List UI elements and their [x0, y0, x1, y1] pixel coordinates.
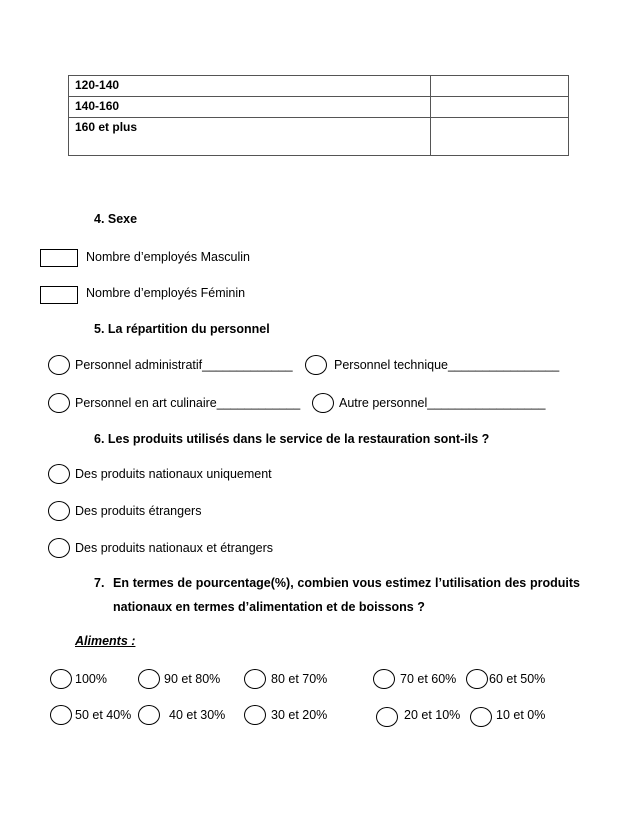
pct-radio[interactable] [50, 669, 72, 689]
nationaux-radio[interactable] [48, 464, 70, 484]
table-cell-input[interactable] [431, 76, 569, 97]
masculin-checkbox[interactable] [40, 249, 78, 267]
pct-radio[interactable] [244, 669, 266, 689]
etrangers-label: Des produits étrangers [75, 504, 202, 518]
masculin-label: Nombre d’employés Masculin [86, 250, 250, 264]
feminin-label: Nombre d’employés Féminin [86, 286, 246, 300]
autre-radio[interactable] [312, 393, 334, 413]
pct-radio[interactable] [466, 669, 488, 689]
pct-radio[interactable] [50, 705, 72, 725]
admin-radio[interactable] [48, 355, 70, 375]
admin-label: Personnel administratif_____________ [75, 358, 293, 372]
question-7-line1: En termes de pourcentage(%), combien vous estimez l’utilisation des produits [113, 576, 580, 590]
table-row [69, 118, 569, 156]
table-cell-input[interactable] [431, 97, 569, 118]
pct-label: 20 et 10% [404, 708, 461, 722]
range-table [68, 75, 569, 156]
etrangers-radio[interactable] [48, 501, 70, 521]
pct-label: 40 et 30% [169, 708, 226, 722]
pct-radio[interactable] [376, 707, 398, 727]
nationaux-etrangers-label: Des produits nationaux et étrangers [75, 541, 274, 555]
question-4-heading: 4. Sexe [94, 212, 138, 226]
autre-label: Autre personnel_________________ [339, 396, 546, 410]
culinaire-label: Personnel en art culinaire____________ [75, 396, 301, 410]
nationaux-label: Des produits nationaux uniquement [75, 467, 272, 481]
aliments-subheading: Aliments : [75, 634, 136, 648]
pct-label: 70 et 60% [400, 672, 457, 686]
pct-radio[interactable] [373, 669, 395, 689]
pct-label: 50 et 40% [75, 708, 132, 722]
pct-label: 30 et 20% [271, 708, 328, 722]
pct-label: 60 et 50% [489, 672, 546, 686]
pct-label: 90 et 80% [164, 672, 221, 686]
table-cell-label: 120-140 [69, 76, 431, 97]
nationaux-etrangers-radio[interactable] [48, 538, 70, 558]
pct-label: 80 et 70% [271, 672, 328, 686]
table-row [69, 76, 569, 97]
technique-label: Personnel technique________________ [334, 358, 560, 372]
table-cell-input[interactable] [431, 118, 569, 156]
pct-radio[interactable] [470, 707, 492, 727]
pct-radio[interactable] [138, 705, 160, 725]
question-5-heading: 5. La répartition du personnel [94, 322, 270, 336]
pct-label: 100% [75, 672, 107, 686]
question-7-number: 7. [94, 576, 105, 590]
table-cell-label: 140-160 [69, 97, 431, 118]
table-row [69, 97, 569, 118]
culinaire-radio[interactable] [48, 393, 70, 413]
technique-radio[interactable] [305, 355, 327, 375]
question-7-line2: nationaux en termes d’alimentation et de boissons ? [113, 600, 425, 614]
pct-radio[interactable] [138, 669, 160, 689]
pct-label: 10 et 0% [496, 708, 546, 722]
table-cell-label: 160 et plus [69, 118, 431, 156]
question-6-heading: 6. Les produits utilisés dans le service de la restauration sont-ils ? [94, 432, 490, 446]
feminin-checkbox[interactable] [40, 286, 78, 304]
pct-radio[interactable] [244, 705, 266, 725]
